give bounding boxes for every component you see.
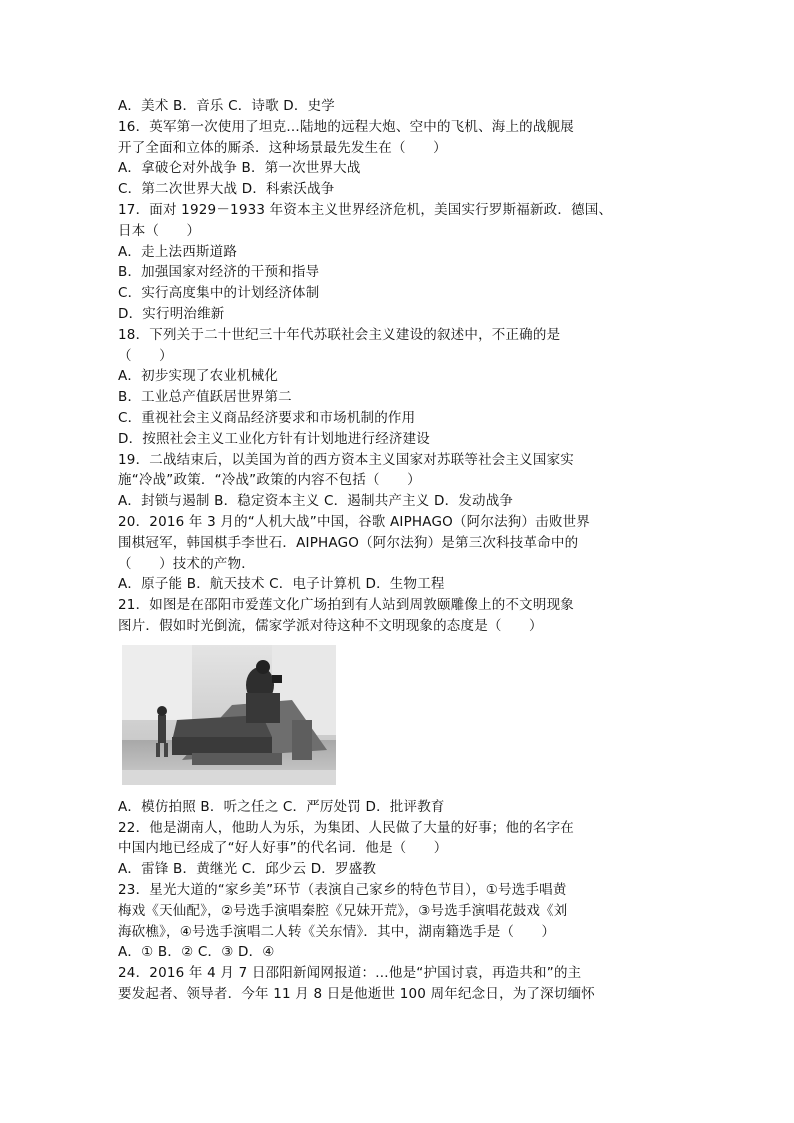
text-line: D．实行明治维新 [118, 305, 225, 322]
text-line: A．① B．② C．③ D．④ [118, 944, 275, 961]
text-line: 17．面对 1929－1933 年资本主义世界经济危机，美国实行罗斯福新政．德国、 [118, 201, 613, 218]
text-line: 围棋冠军，韩国棋手李世石．AIPHAGO（阿尔法狗）是第三次科技革命中的 [118, 534, 579, 551]
statue-photo [122, 645, 336, 785]
text-line: （ ）技术的产物． [118, 555, 255, 572]
text-line: 图片．假如时光倒流，儒家学派对待这种不文明现象的态度是（ ） [118, 617, 543, 634]
text-line: 梅戏《天仙配》，②号选手演唱秦腔《兄妹开荒》，③号选手演唱花鼓戏《刘 [118, 902, 568, 919]
text-line: 21．如图是在邵阳市爱莲文化广场拍到有人站到周敦颐雕像上的不文明现象 [118, 597, 574, 614]
text-line: A．走上法西斯道路 [118, 243, 238, 260]
text-line: 20．2016 年 3 月的“人机大战”中国，谷歌 AIPHAGO（阿尔法狗）击败世界 [118, 513, 590, 530]
text-line: 要发起者、领导者．今年 11 月 8 日是他逝世 100 周年纪念日，为了深切缅怀 [118, 985, 595, 1002]
question-block-bottom [118, 797, 678, 1005]
text-line: 24．2016 年 4 月 7 日邵阳新闻网报道：…他是“护国讨袁，再造共和”的主 [118, 965, 582, 982]
text-line: 日本（ ） [118, 222, 201, 239]
text-line: A．美术 B．音乐 C．诗歌 D．史学 [118, 98, 335, 114]
text-line: 中国内地已经成了“好人好事”的代名词．他是（ ） [118, 840, 448, 857]
text-line: A．拿破仑对外战争 B．第一次世界大战 [118, 160, 361, 177]
text-line: 18．下列关于二十世纪三十年代苏联社会主义建设的叙述中，不正确的是 [118, 326, 561, 343]
question-block-top [118, 96, 678, 637]
text-line: 22．他是湖南人，他助人为乐，为集团、人民做了大量的好事；他的名字在 [118, 819, 574, 836]
text-line: A．模仿拍照 B．听之任之 C．严厉处罚 D．批评教育 [118, 798, 445, 815]
text-line: 施“冷战”政策．“冷战”政策的内容不包括（ ） [118, 472, 421, 489]
text-line: B．工业总产值跃居世界第二 [118, 389, 292, 406]
text-line: 开了全面和立体的厮杀．这种场景最先发生在（ ） [118, 139, 447, 156]
statue-photo-drawing [122, 645, 336, 785]
text-line: 16．英军第一次使用了坦克…陆地的远程大炮、空中的飞机、海上的战舰展 [118, 118, 574, 135]
text-line: A．封锁与遏制 B．稳定资本主义 C．遏制共产主义 D．发动战争 [118, 493, 514, 510]
text-line: C．实行高度集中的计划经济体制 [118, 285, 320, 302]
text-line: 19．二战结束后，以美国为首的西方资本主义国家对苏联等社会主义国家实 [118, 451, 574, 468]
text-line: D．按照社会主义工业化方针有计划地进行经济建设 [118, 430, 430, 447]
text-line: A．原子能 B．航天技术 C．电子计算机 D．生物工程 [118, 576, 445, 593]
text-line: C．重视社会主义商品经济要求和市场机制的作用 [118, 409, 416, 426]
text-line: A．初步实现了农业机械化 [118, 368, 279, 385]
text-line: （ ） [118, 347, 173, 364]
text-line: 23．星光大道的“家乡美”环节（表演自己家乡的特色节目），①号选手唱黄 [118, 881, 567, 898]
text-line: C．第二次世界大战 D．科索沃战争 [118, 181, 335, 198]
text-line: A．雷锋 B．黄继光 C．邱少云 D．罗盛教 [118, 861, 377, 878]
text-line: 海砍樵》，④号选手演唱二人转《关东情》．其中，湖南籍选手是（ ） [118, 923, 556, 940]
text-line: B．加强国家对经济的干预和指导 [118, 264, 320, 281]
exam-page [118, 96, 678, 1005]
